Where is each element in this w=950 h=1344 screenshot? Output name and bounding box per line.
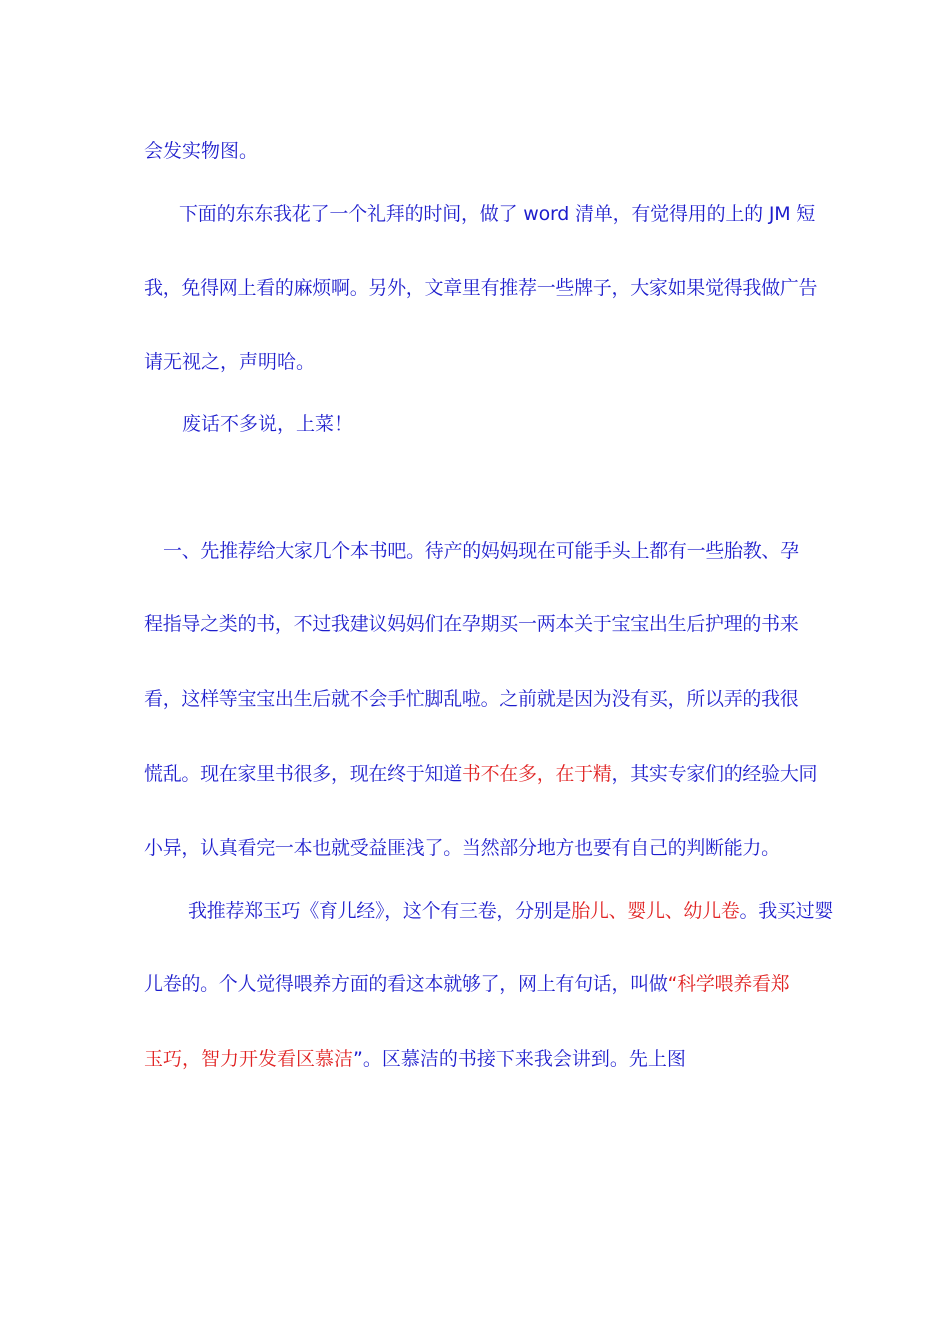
highlighted-text: 玉巧，智力开发看区慕洁 [144, 1048, 354, 1070]
text-line-11 [188, 898, 834, 924]
text-line-5 [182, 411, 846, 437]
text-segment: 会发实物图。 [144, 140, 259, 162]
text-segment: 请无视之，声明哈。 [144, 351, 316, 373]
text-line-6 [163, 538, 808, 564]
text-line-9 [144, 761, 818, 787]
text-segment: 慌乱。现在家里书很多，现在终于知道 [144, 763, 462, 785]
highlighted-text: 胎儿、婴儿、幼儿卷 [571, 900, 740, 922]
text-line-7 [144, 611, 808, 637]
text-line-8 [144, 686, 808, 712]
text-segment: 小异，认真看完一本也就受益匪浅了。当然部分地方也要有自己的判断能力。 [144, 837, 780, 859]
text-segment: ，其实专家们的经验大同 [611, 763, 818, 785]
text-line-4 [144, 349, 808, 375]
highlighted-text: “科学喂养看郑 [667, 973, 790, 995]
text-segment: 下面的东东我花了一个礼拜的时间，做了 word 清单，有觉得用的上的 JM 短 [179, 203, 816, 225]
text-line-10 [144, 835, 808, 861]
text-segment: ”。区慕洁的书接下来我会讲到。先上图 [353, 1048, 686, 1070]
text-line-13 [144, 1046, 808, 1072]
text-segment: 一、先推荐给大家几个本书吧。待产的妈妈现在可能手头上都有一些胎教、孕 [163, 540, 799, 562]
text-segment: 我，免得网上看的麻烦啊。另外，文章里有推荐一些牌子，大家如果觉得我做广告 [144, 277, 818, 299]
text-line-12 [144, 971, 808, 997]
text-line-3 [144, 275, 818, 301]
highlighted-text: 书不在多，在于精 [461, 763, 612, 785]
text-line-1 [144, 138, 808, 164]
text-segment: 看，这样等宝宝出生后就不会手忙脚乱啦。之前就是因为没有买，所以弄的我很 [144, 688, 799, 710]
text-segment: 我推荐郑玉巧《育儿经》，这个有三卷，分别是 [188, 900, 572, 922]
text-segment: 程指导之类的书，不过我建议妈妈们在孕期买一两本关于宝宝出生后护理的书来 [144, 613, 799, 635]
text-segment: 儿卷的。个人觉得喂养方面的看这本就够了，网上有句话，叫做 [144, 973, 668, 995]
text-line-2 [179, 201, 816, 227]
text-segment: 废话不多说，上菜！ [182, 413, 354, 435]
text-segment: 。我买过婴 [739, 900, 834, 922]
